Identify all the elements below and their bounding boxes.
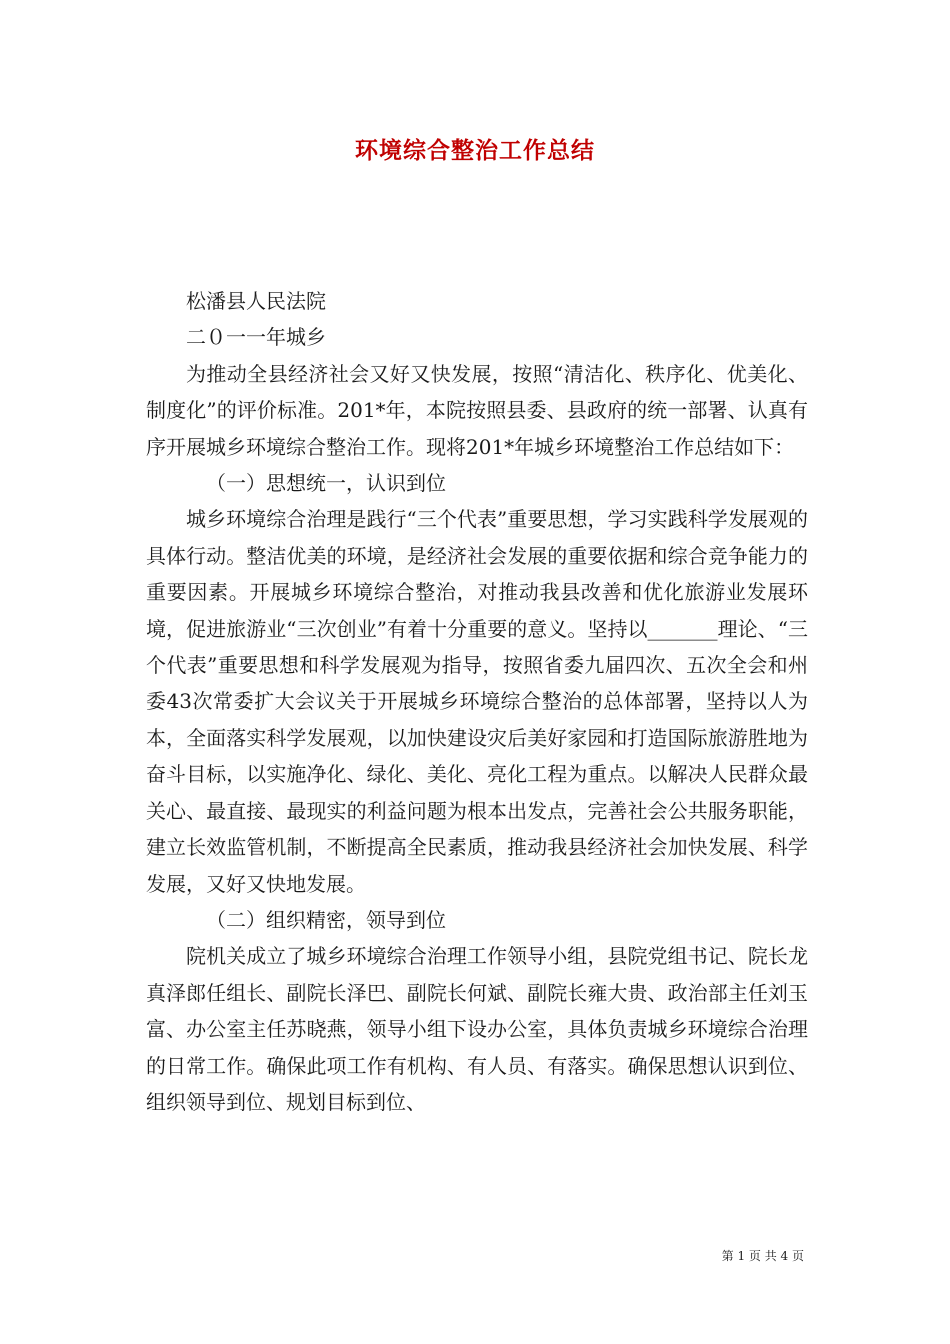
subtitle-line: 二０一一年城乡 (186, 325, 326, 350)
document-title: 环境综合整治工作总结 (355, 137, 595, 164)
author-line: 松潘县人民法院 (186, 289, 326, 313)
section-heading-1: （一）思想统一，认识到位 (206, 471, 446, 496)
document-body (146, 283, 808, 1120)
section-heading-2: （二）组织精密，领导到位 (206, 907, 446, 932)
paragraph-intro: 为推动全县经济社会又好又快发展，按照“清洁化、秩序化、优美化、制度化”的评价标准。201*年，本院按照县委、县政府的统一部署、认真有序开展城乡环境综合整治工作。现将201*年城乡环境整治工作总结如下： (146, 361, 808, 459)
paragraph-section-1: 城乡环境综合治理是践行“三个代表”重要思想，学习实践科学发展观的具体行动。整洁优美的环境，是经济社会发展的重要依据和综合竞争能力的重要因素。开展城乡环境综合整治，对推动我县改善和优化旅游业发展环境，促进旅游业“三次创业”有着十分重要的意义。坚持以_______理论、“三个代表”重要思想和科学发展观为指导，按照省委九届四次、五次全会和州委43次常委扩大会议关于开展城乡环境综合整治的总体部署，坚持以人为本，全面落实科学发展观，以加快建设灾后美好家园和打造国际旅游胜地为奋斗目标，以实施净化、绿化、美化、亮化工程为重点。以解决人民群众最关心、最直接、最现实的利益问题为根本出发点，完善社会公共服务职能，建立长效监管机制，不断提高全民素质，推动我县经济社会加快发展、科学发展，又好又快地发展。 (146, 507, 808, 896)
paragraph-section-2: 院机关成立了城乡环境综合治理工作领导小组，县院党组书记、院长龙真泽郎任组长、副院长泽巴、副院长何斌、副院长雍大贵、政治部主任刘玉富、办公室主任苏晓燕，领导小组下设办公室，具体负责城乡环境综合治理的日常工作。确保此项工作有机构、有人员、有落实。确保思想认识到位、组织领导到位、规划目标到位、 (146, 944, 808, 1114)
page-number: 第 1 页 共 4 页 (721, 1249, 804, 1263)
